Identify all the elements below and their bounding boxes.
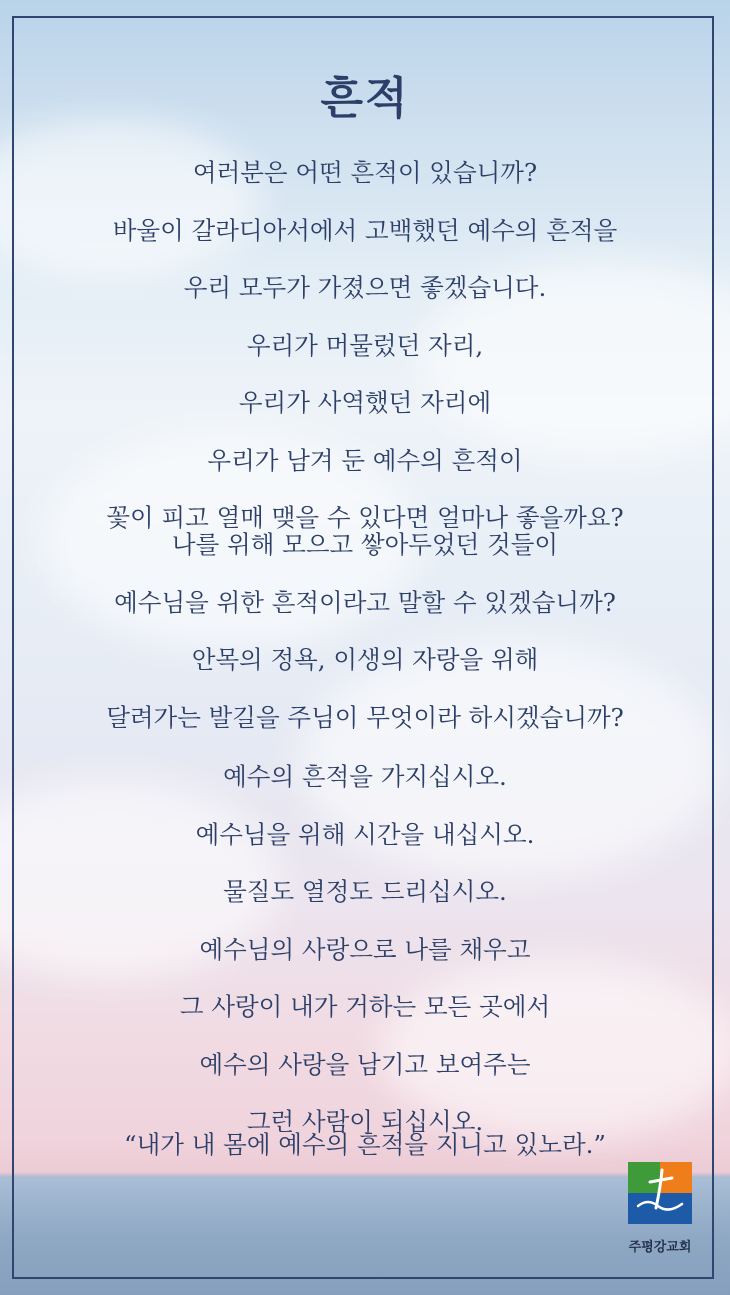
scripture-quote: “내가 내 몸에 예수의 흔적을 지니고 있노라.” xyxy=(124,1130,606,1159)
poem-line: 그 사랑이 내가 거하는 모든 곳에서 xyxy=(179,992,551,1021)
page-title: 흔적 xyxy=(320,73,410,124)
poem-line: 안목의 정욕, 이생의 자랑을 위해 xyxy=(191,645,539,674)
poem-line: 꽃이 피고 열매 맺을 수 있다면 얼마나 좋을까요? xyxy=(106,503,624,532)
church-name: 주평강교회 xyxy=(628,1240,692,1255)
poem-line: 나를 위해 모으고 쌓아두었던 것들이 xyxy=(171,530,559,559)
poem-line: 예수님의 사랑으로 나를 채우고 xyxy=(199,934,531,964)
stanza-3 xyxy=(0,748,730,1151)
poem-line: 우리가 사역했던 자리에 xyxy=(238,388,492,417)
church-cross-logo-icon xyxy=(628,1162,692,1224)
poem-line: 물질도 열정도 드리십시오. xyxy=(223,877,507,906)
poem-line: 바울이 갈라디아서에서 고백했던 예수의 흔적을 xyxy=(112,215,618,245)
stanza-1 xyxy=(0,144,730,547)
poem-line: 예수의 사랑을 남기고 보여주는 xyxy=(199,1049,531,1079)
poem-line: 우리가 남겨 둔 예수의 흔적이 xyxy=(207,445,523,475)
poem-line: 여러분은 어떤 흔적이 있습니까? xyxy=(192,158,538,187)
stanza-2 xyxy=(0,516,730,746)
poem-line: 우리가 머물렀던 자리, xyxy=(246,330,484,360)
poem-line: 예수님을 위해 시간을 내십시오. xyxy=(195,819,535,849)
poem-line: 달려가는 발길을 주님이 무엇이라 하시겠습니까? xyxy=(106,702,624,732)
poem-line: 예수의 흔적을 가지십시오. xyxy=(223,762,507,791)
poem-line: 우리 모두가 가졌으면 좋겠습니다. xyxy=(183,273,547,302)
poem-line: 예수님을 위한 흔적이라고 말할 수 있겠습니까? xyxy=(114,587,616,617)
poem-line: 그런 사람이 되십시오. xyxy=(246,1107,484,1136)
